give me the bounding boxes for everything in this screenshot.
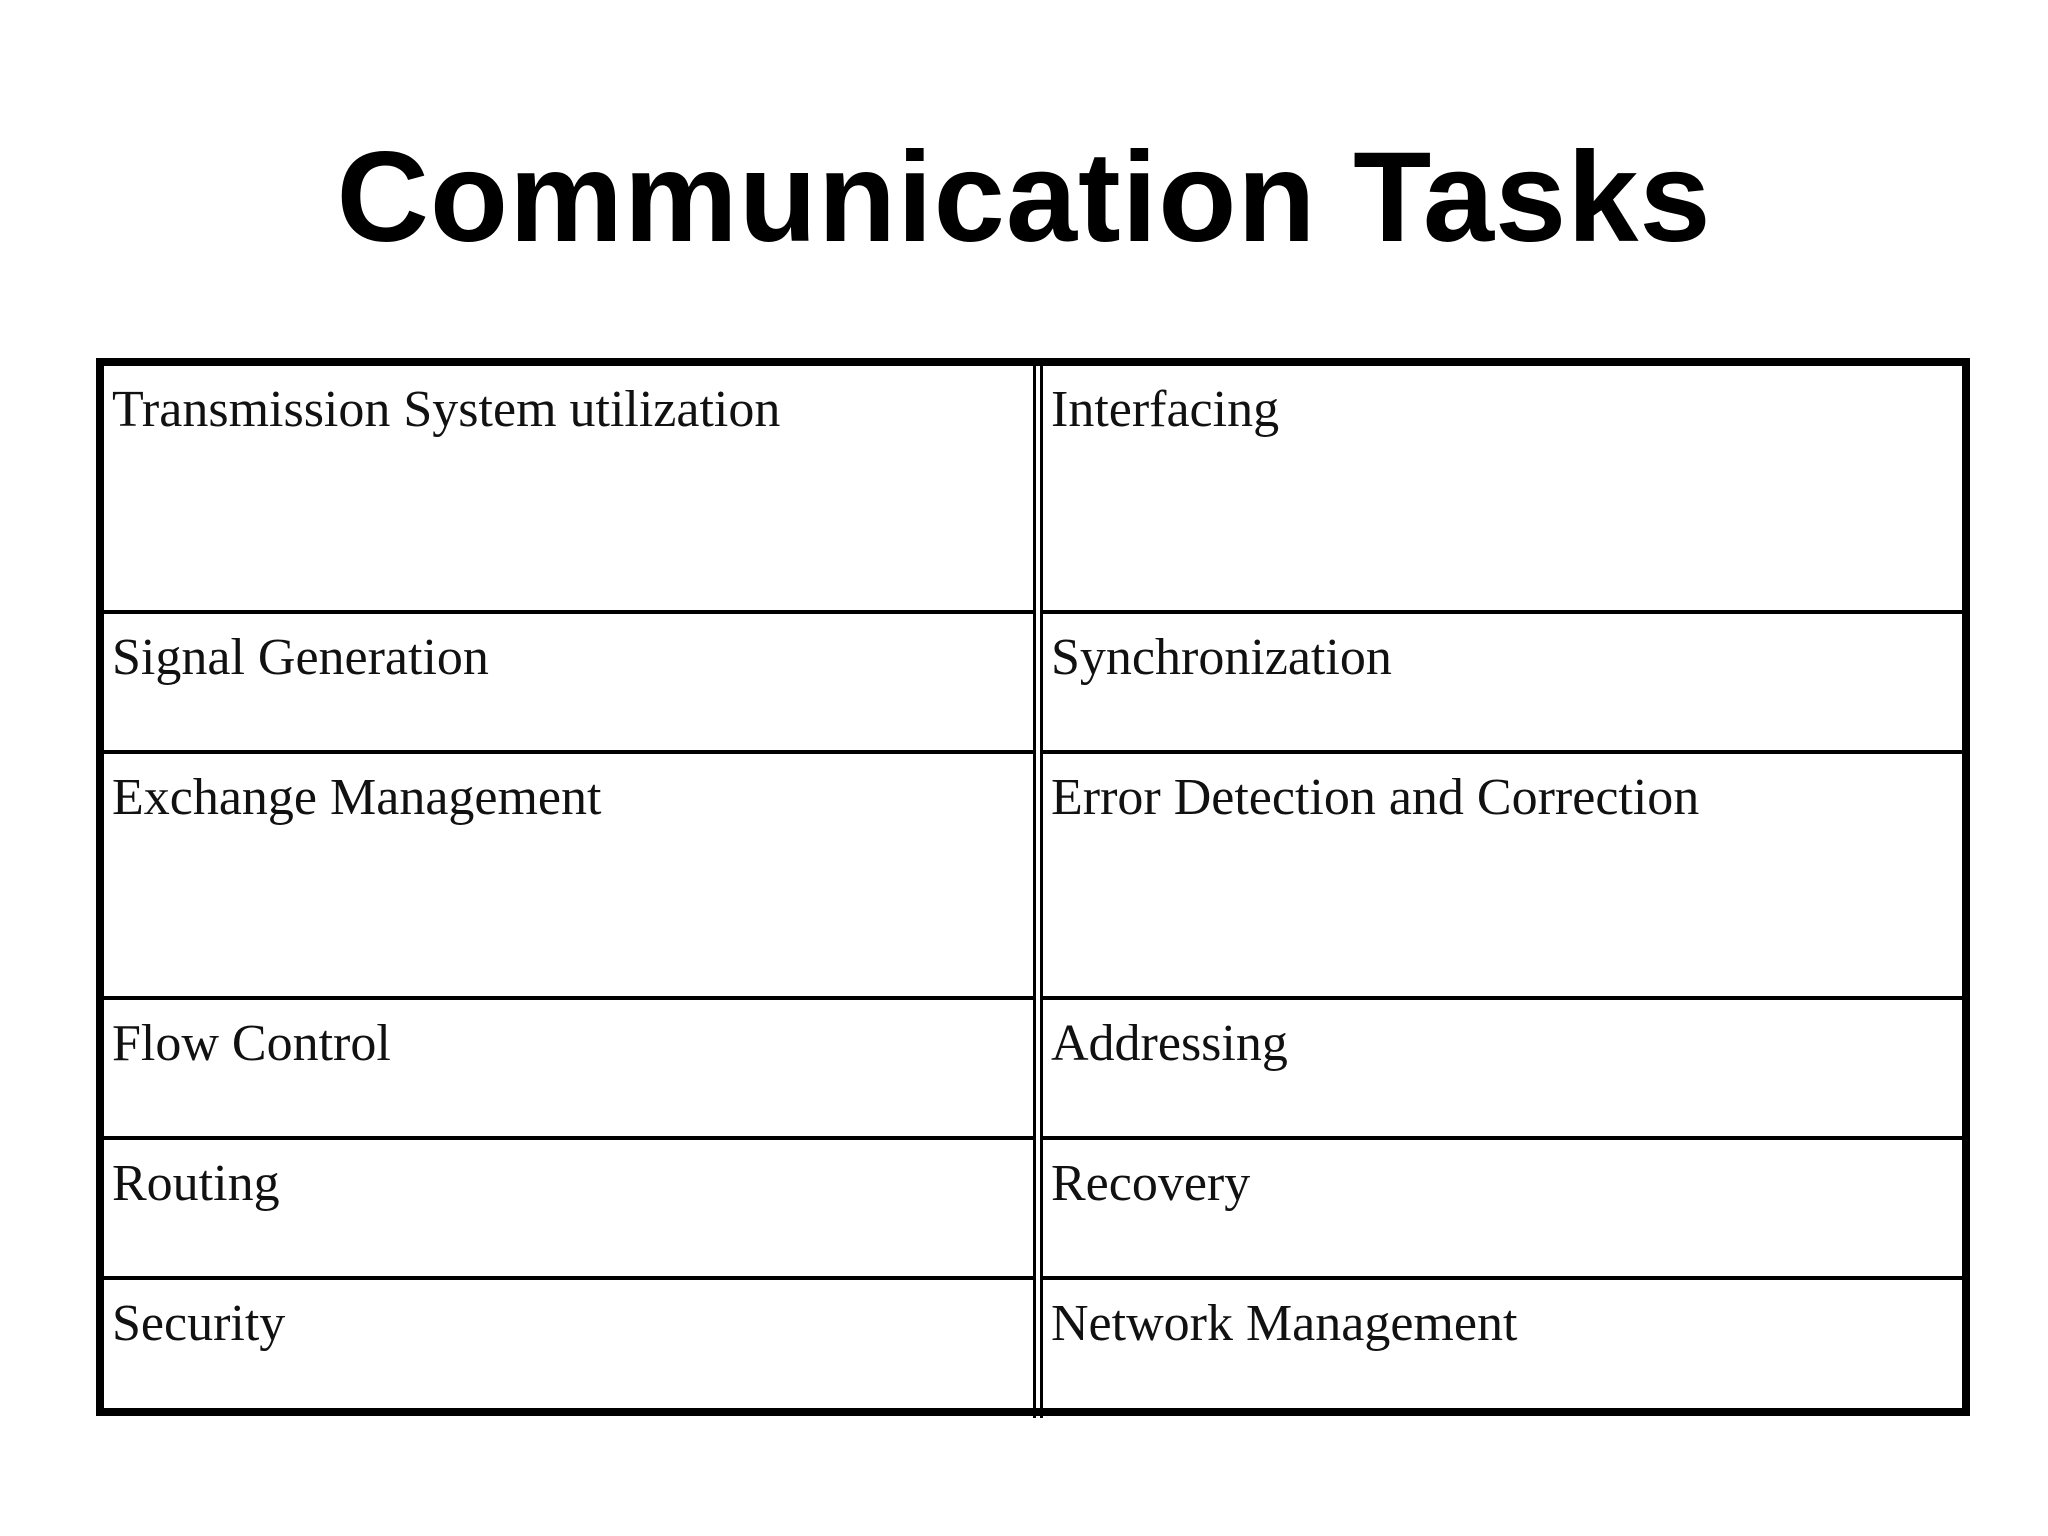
table-cell: Addressing (1038, 998, 1962, 1138)
table-cell: Interfacing (1038, 366, 1962, 612)
table-row (104, 1278, 1962, 1418)
table-cell: Routing (104, 1138, 1038, 1278)
table-row (104, 998, 1962, 1138)
table-cell: Synchronization (1038, 612, 1962, 752)
table-cell: Flow Control (104, 998, 1038, 1138)
table-cell: Security (104, 1278, 1038, 1418)
table-row (104, 1138, 1962, 1278)
table-row (104, 612, 1962, 752)
table-row (104, 752, 1962, 998)
slide-title: Communication Tasks (336, 126, 1712, 269)
table-cell: Signal Generation (104, 612, 1038, 752)
table-row (104, 366, 1962, 612)
table-cell: Transmission System utilization (104, 366, 1038, 612)
table-cell: Network Management (1051, 1295, 1518, 1352)
table-cell: Recovery (1038, 1138, 1962, 1278)
table-cell: Exchange Management (104, 752, 1038, 998)
tasks-table-frame (96, 358, 1970, 1416)
table-cell: Error Detection and Correction (1038, 752, 1962, 998)
tasks-table (104, 366, 1962, 1418)
